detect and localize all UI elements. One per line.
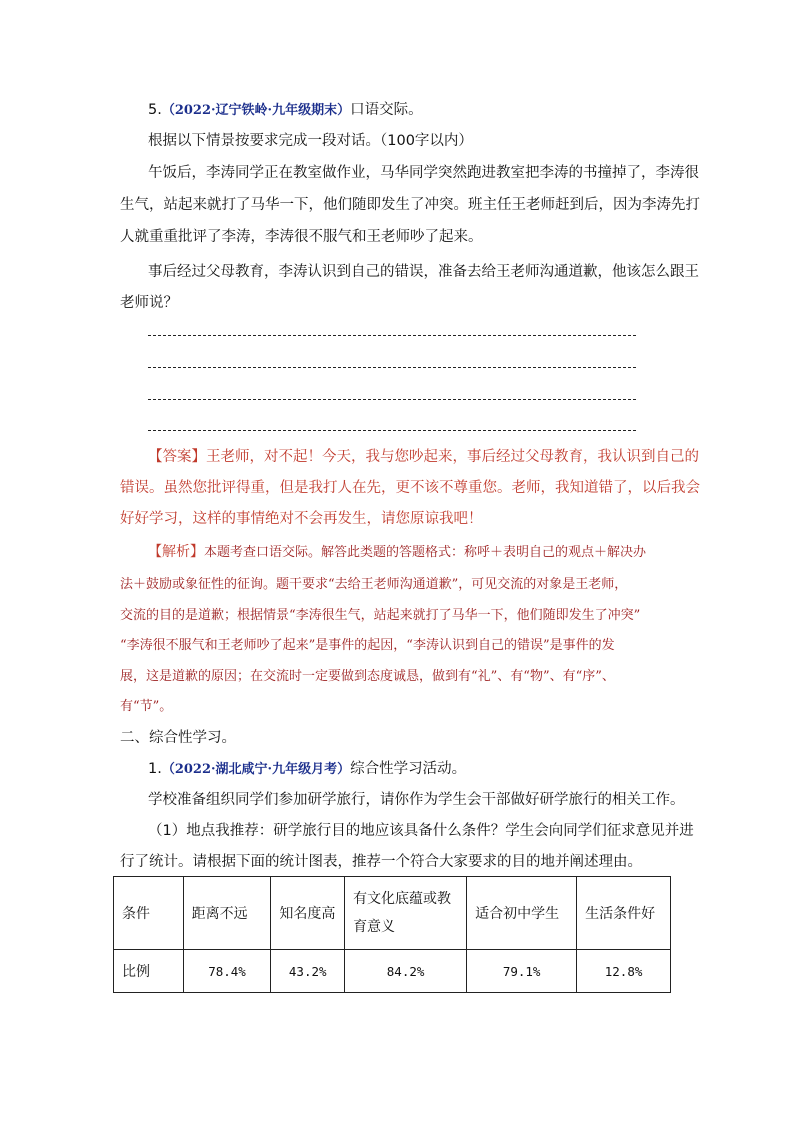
analysis-text: 本题考查口语交际。解答此类题的答题格式：称呼＋表明自己的观点＋解决办 bbox=[204, 545, 647, 560]
question-prompt-line: 事后经过父母教育，李涛认识到自己的错误，准备去给王老师沟通道歉，他该怎么跟王 bbox=[148, 264, 699, 280]
table-cell: 84.2% bbox=[345, 950, 467, 993]
table-row bbox=[114, 877, 671, 950]
table-cell: 79.1% bbox=[467, 950, 577, 993]
table-cell: 12.8% bbox=[577, 950, 671, 993]
analysis-label: 【解析】 bbox=[148, 544, 204, 560]
answer-label: 【答案】 bbox=[148, 449, 206, 465]
answer-line bbox=[148, 447, 699, 467]
analysis-line: 有“节”。 bbox=[120, 699, 173, 714]
analysis-line: 交流的目的是道歉；根据情景“李涛很生气，站起来就打了马华一下，他们随即发生了冲突” bbox=[120, 608, 641, 623]
answer-blank-line[interactable] bbox=[148, 335, 636, 336]
question-number: 5. bbox=[148, 102, 162, 118]
answer-blank-line[interactable] bbox=[148, 367, 636, 368]
survey-statistics-table bbox=[113, 876, 671, 993]
answer-blank-line[interactable] bbox=[148, 430, 636, 431]
question-source: （2022·湖北咸宁·九年级月考） bbox=[161, 762, 351, 777]
table-header-cell: 比例 bbox=[114, 950, 184, 993]
analysis-line: “李涛很不服气和王老师吵了起来”是事件的起因，“李涛认识到自己的错误”是事件的发 bbox=[120, 638, 615, 653]
scenario-line: 生气，站起来就打了马华一下，他们随即发生了冲突。班主任王老师赶到后，因为李涛先打 bbox=[120, 197, 700, 213]
scenario-line: 午饭后，李涛同学正在教室做作业，马华同学突然跑进教室把李涛的书撞掉了，李涛很 bbox=[148, 165, 699, 181]
analysis-line: 展，这是道歉的原因；在交流时一定要做到态度诚恳，做到有“礼”、有“物”、有“序”、 bbox=[120, 669, 615, 684]
table-header-cell: 距离不远 bbox=[183, 877, 271, 950]
analysis-line: 法＋鼓励或象征性的征询。题干要求“去给王老师沟通道歉”，可见交流的对象是王老师， bbox=[120, 577, 628, 592]
table-row bbox=[114, 950, 671, 993]
question-instruction: 根据以下情景按要求完成一段对话。（100字以内） bbox=[148, 133, 473, 149]
subquestion-line: （1）地点我推荐：研学旅行目的地应该具备什么条件？学生会向同学们征求意见并进 bbox=[148, 823, 694, 839]
scenario-line: 人就重重批评了李涛，李涛很不服气和王老师吵了起来。 bbox=[120, 229, 483, 245]
table-cell: 43.2% bbox=[271, 950, 345, 993]
section-heading: 二、综合性学习。 bbox=[120, 730, 236, 746]
question-topic: 综合性学习活动。 bbox=[350, 761, 467, 777]
question-prompt-line: 老师说？ bbox=[120, 295, 178, 311]
table-cell: 78.4% bbox=[183, 950, 271, 993]
answer-blank-line[interactable] bbox=[148, 399, 636, 400]
table-header-cell: 适合初中学生 bbox=[467, 877, 577, 950]
table-header-cell: 条件 bbox=[114, 877, 184, 950]
analysis-line bbox=[148, 542, 646, 563]
question-1-header bbox=[148, 759, 466, 780]
question-source: （2022·辽宁铁岭·九年级期末） bbox=[161, 103, 351, 118]
table-header-cell: 知名度高 bbox=[271, 877, 345, 950]
answer-line: 错误。虽然您批评得重，但是我打人在先，更不该不尊重您。老师，我知道错了，以后我会 bbox=[120, 480, 700, 496]
table-header-cell: 有文化底蕴或教育意义 bbox=[345, 877, 467, 950]
question-intro: 学校准备组织同学们参加研学旅行，请你作为学生会干部做好研学旅行的相关工作。 bbox=[148, 792, 685, 808]
answer-text: 王老师，对不起！今天，我与您吵起来，事后经过父母教育，我认识到自己的 bbox=[206, 449, 699, 465]
question-topic: 口语交际。 bbox=[350, 102, 423, 118]
answer-line: 好好学习，这样的事情绝对不会再发生，请您原谅我吧！ bbox=[120, 511, 483, 527]
question-5-header bbox=[148, 100, 423, 121]
table-header-cell: 生活条件好 bbox=[577, 877, 671, 950]
question-number: 1. bbox=[148, 761, 162, 777]
subquestion-line: 行了统计。请根据下面的统计图表，推荐一个符合大家要求的目的地并阐述理由。 bbox=[120, 854, 642, 870]
